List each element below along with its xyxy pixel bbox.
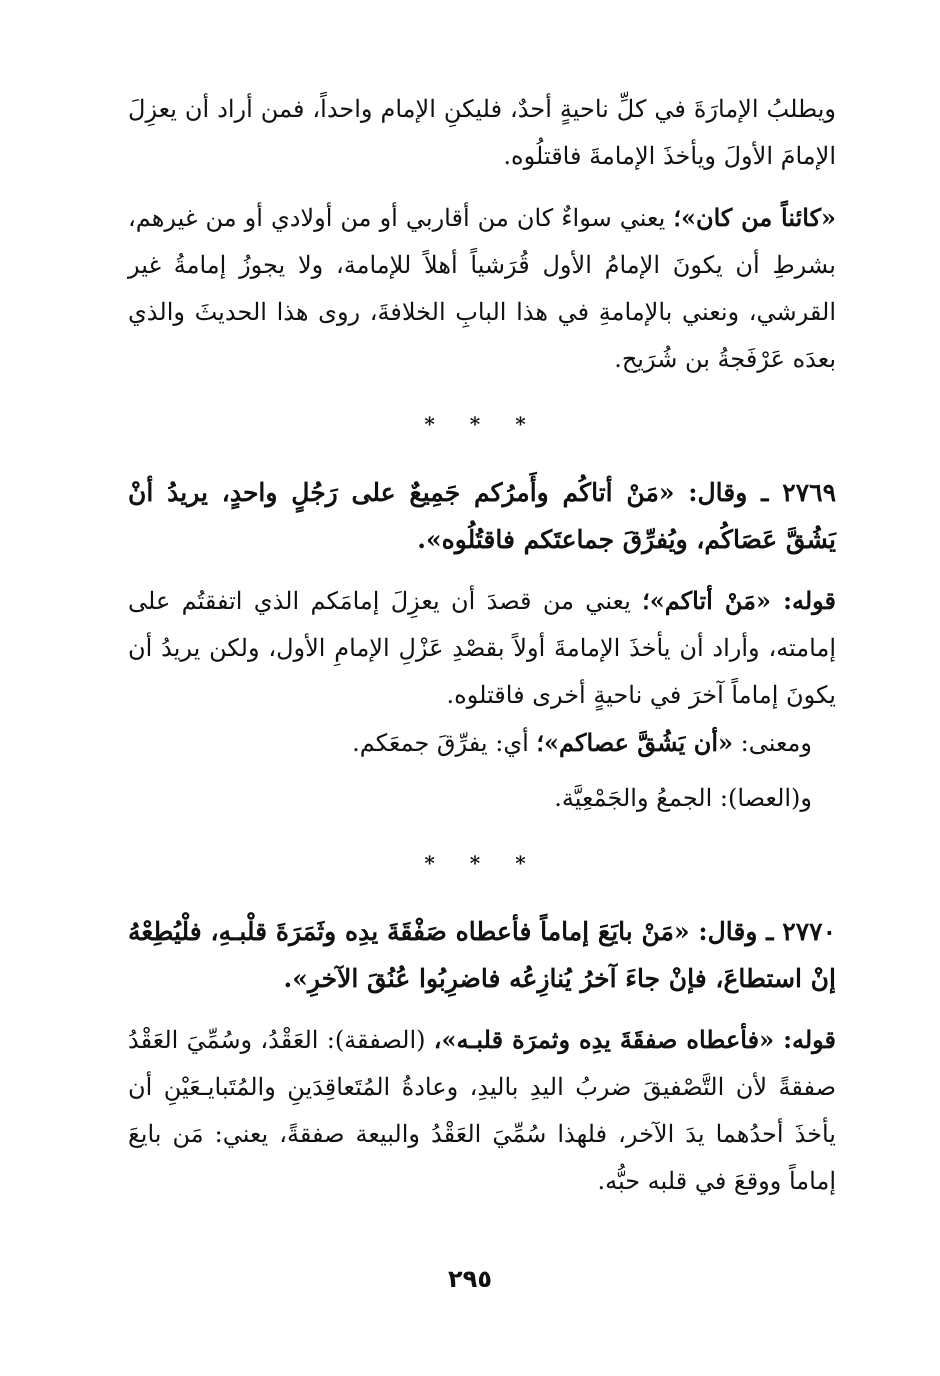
paragraph-text: يعني من قصدَ أن يعزِلَ إمامَكم الذي اتفقتُم على إمامته، وأراد أن يأخذَ الإمامةَ أولاً بقصْدِ عَزْلِ الإمامِ الأول، ولكن يريدُ أن يكونَ إماماً آخرَ في ناحيةٍ أخرى فاقتلوه.	[128, 587, 836, 709]
hadith-2770	[128, 908, 836, 1002]
paragraph-text: (الصفقة): العَقْدُ، وسُمِّيَ العَقْدُ صفقةً لأن التَّصْفيقَ ضربُ اليدِ باليدِ، وعادةُ المُتَعاقِدَينِ والمُتَبايـعَيْنِ أن يأخذَ أحدُهما يدَ الآخر، فلهذا سُمِّيَ العَقْدُ والبيعة صفقةً، يعني: مَن بايعَ إماماً ووقعَ في قلبه حبُّه.	[128, 1026, 836, 1195]
hadith-text: ٢٧٦٩ ـ وقال: «مَنْ أتاكُم وأَمرُكم جَمِيعٌ على رَجُلٍ واحدٍ، يريدُ أنْ يَشُقَّ عَصَاكُم، ويُفرِّقَ جماعتَكم فاقتُلُوه».	[128, 478, 836, 554]
hadith-text: ٢٧٧٠ ـ وقال: «مَنْ بايَعَ إماماً فأعطاه صَفْقَةَ يدِه وثَمَرَةَ قلْبـهِ، فلْيُطِعْهُ إنْ استطاعَ، فإنْ جاءَ آخرُ يُنازِعُه فاضرِبُوا عُنُقَ الآخرِ».	[128, 917, 836, 993]
paragraph-text: ومعنى:	[733, 729, 812, 757]
paragraph-commentary-3	[128, 1016, 836, 1205]
quoted-phrase: قوله: «فأعطاه صفقَةَ يدِه وثمرَة قلبـه»،	[433, 1025, 836, 1054]
paragraph-commentary-2	[128, 577, 836, 719]
paragraph-text: و(العصا): الجمعُ والجَمْعِيَّة.	[554, 784, 812, 812]
page-body	[128, 86, 836, 1205]
quoted-phrase: «أن يَشُقَّ عصاكم»؛	[536, 728, 734, 757]
section-separator: * * *	[424, 851, 540, 875]
section-separator: * * *	[424, 412, 540, 436]
hadith-2769	[128, 469, 836, 563]
paragraph-commentary-1	[128, 194, 836, 383]
paragraph-meaning	[128, 719, 836, 767]
paragraph-definition	[128, 775, 836, 822]
quoted-phrase: «كائناً من كان»؛	[673, 203, 836, 232]
paragraph-continuation	[128, 86, 836, 180]
paragraph-text: أي: يفرِّقَ جمعَكم.	[352, 729, 537, 757]
page-number: ٢٩٥	[448, 1265, 492, 1293]
paragraph-text: يعني سواءٌ كان من أقاربي أو من أولادي أو من غيرهم، بشرطِ أن يكونَ الإمامُ الأول قُرَشياً أهلاً للإمامة، ولا يجوزُ إمامةُ غير القرشي، ونعني بالإمامةِ في هذا البابِ الخلافةَ، روى هذا الحديثَ والذي بعدَه عَرْفَجةُ بن شُرَيح.	[128, 204, 836, 373]
paragraph-text: ويطلبُ الإمارَةَ في كلِّ ناحيةٍ أحدٌ، فليكنِ الإمام واحداً، فمن أراد أن يعزِلَ الإمامَ الأولَ ويأخذَ الإمامةَ فاقتلُوه.	[128, 95, 836, 170]
quoted-phrase: قوله: «مَنْ أتاكم»؛	[642, 586, 837, 615]
